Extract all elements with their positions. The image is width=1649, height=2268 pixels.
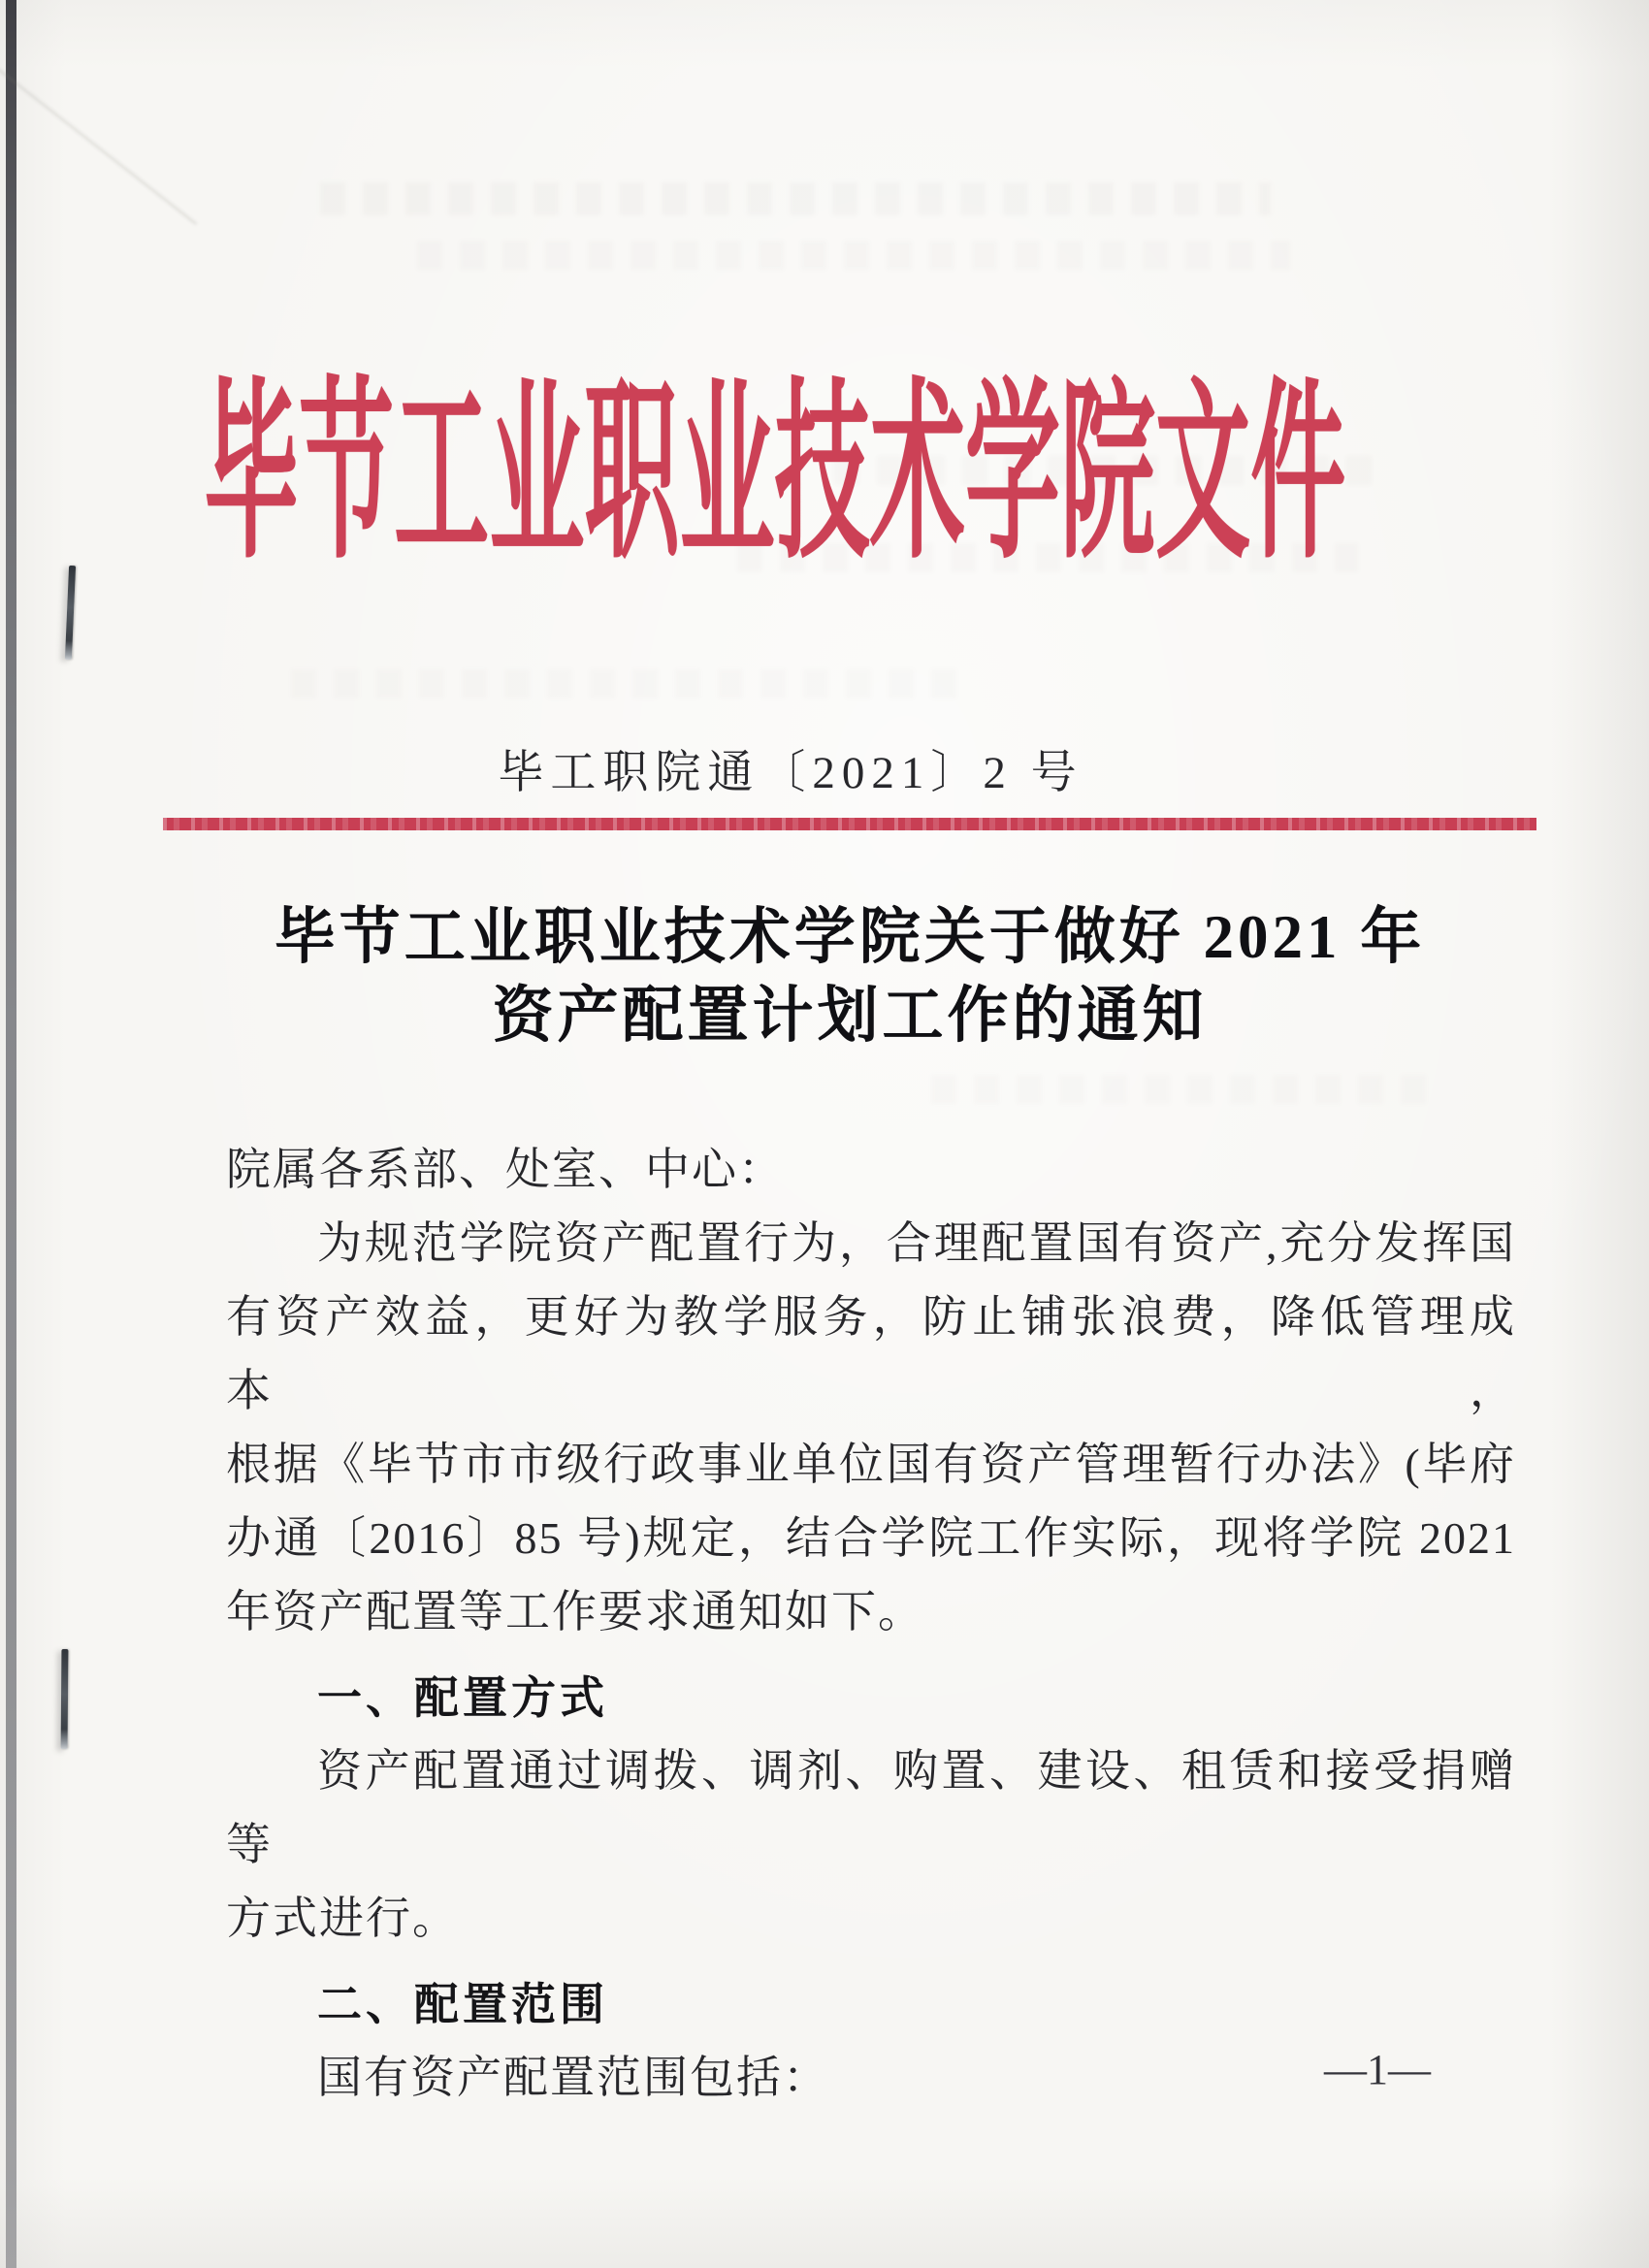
body-line: 方式进行。	[226, 1894, 459, 1943]
ink-bleed-through	[417, 241, 1290, 270]
body-line: 办通〔2016〕85 号)规定，结合学院工作实际，现将学院 2021	[226, 1513, 1516, 1563]
ink-bleed-through	[291, 669, 970, 698]
body-line: 院属各系部、处室、中心：	[226, 1145, 785, 1194]
scan-edge-strip	[6, 0, 16, 2268]
staple	[65, 566, 76, 660]
section-heading: 二、配置范围	[317, 1979, 608, 2029]
section-heading: 一、配置方式	[317, 1672, 608, 1723]
document-title-line2: 资产配置计划工作的通知	[492, 982, 1208, 1050]
document-title	[163, 898, 1536, 1055]
body-line: 为规范学院资产配置行为，合理配置国有资产,充分发挥国	[317, 1218, 1516, 1268]
red-header-title: 毕节工业职业技术学院文件	[204, 369, 1346, 582]
document-body	[226, 1133, 1516, 2115]
body-line: 国有资产配置范围包括：	[317, 2053, 829, 2102]
document-title-line1: 毕节工业职业技术学院关于做好 2021 年	[274, 903, 1426, 971]
body-line: 根据《毕节市市级行政事业单位国有资产管理暂行办法》(毕府	[226, 1440, 1516, 1489]
red-header-banner	[204, 369, 1542, 582]
body-line: 资产配置通过调拨、调剂、购置、建设、租赁和接受捐赠等	[226, 1746, 1516, 1869]
page-number: —1—	[1324, 2046, 1431, 2093]
body-line: 有资产效益，更好为教学服务，防止铺张浪费，降低管理成本，	[226, 1292, 1516, 1415]
red-separator-rule	[163, 818, 1536, 830]
staple	[61, 1649, 69, 1749]
document-number: 毕工职院通〔2021〕2 号	[498, 748, 1083, 798]
ink-bleed-through	[320, 182, 1271, 215]
body-line: 年资产配置等工作要求通知如下。	[226, 1587, 924, 1636]
paper-crease	[0, 68, 197, 225]
ink-bleed-through	[931, 1075, 1436, 1104]
